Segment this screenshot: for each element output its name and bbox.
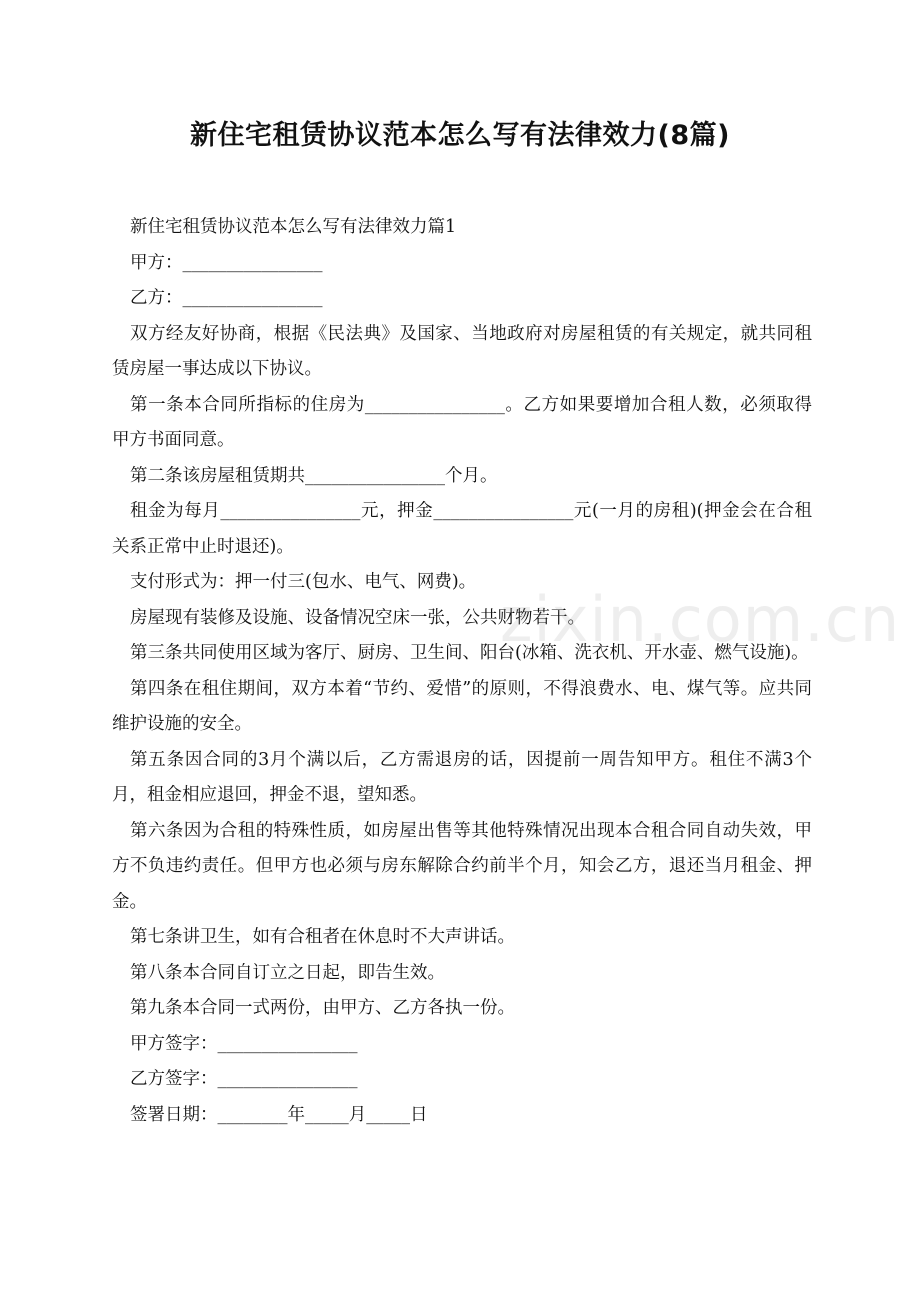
document-body: [112, 210, 812, 1133]
article-7: 第七条讲卫生，如有合租者在休息时不大声讲话。: [130, 927, 515, 947]
article-6: 第六条因为合租的特殊性质，如房屋出售等其他特殊情况出现本合租合同自动失效，甲方不负违约责任。但甲方也必须与房东解除合约前半个月，知会乙方，退还当月租金、押金。: [112, 820, 812, 912]
rent-deposit: 租金为每月________________元，押金________________元(一月的房租)(押金会在合租关系正常中止时退还)。: [112, 501, 812, 557]
party-a-line: 甲方：________________: [130, 252, 323, 273]
facilities: 房屋现有装修及设施、设备情况空床一张，公共财物若干。: [130, 607, 585, 628]
party-b-line: 乙方：________________: [130, 288, 323, 308]
article-4: 第四条在租住期间，双方本着“节约、爱惜”的原则，不得浪费水、电、煤气等。应共同维护设施的安全。: [112, 678, 812, 734]
agreement-intro: 双方经友好协商，根据《民法典》及国家、当地政府对房屋租赁的有关规定，就共同租赁房屋一事达成以下协议。: [112, 323, 812, 379]
party-a-signature: 甲方签字：________________: [130, 1033, 358, 1054]
article-1: 第一条本合同所指标的住房为________________。乙方如果要增加合租人数，必须取得甲方书面同意。: [112, 394, 812, 450]
article-3: 第三条共同使用区域为客厅、厨房、卫生间、阳台(冰箱、洗衣机、开水壶、燃气设施)。: [130, 643, 809, 663]
document-title: 新住宅租赁协议范本怎么写有法律效力(8篇): [190, 120, 730, 151]
party-b-signature: 乙方签字：________________: [130, 1069, 358, 1089]
section-heading: 新住宅租赁协议范本怎么写有法律效力篇1: [130, 217, 457, 237]
article-2: 第二条该房屋租赁期共________________个月。: [130, 465, 498, 486]
article-9: 第九条本合同一式两份，由甲方、乙方各执一份。: [130, 998, 515, 1018]
payment-method: 支付形式为：押一付三(包水、电气、网费)。: [130, 572, 477, 592]
watermark: zixin.com.cn: [500, 583, 901, 656]
article-5: 第五条因合同的3月个满以后，乙方需退房的话，因提前一周告知甲方。租住不满3个月，租金相应退回，押金不退，望知悉。: [112, 749, 812, 805]
article-8: 第八条本合同自订立之日起，即告生效。: [130, 962, 445, 983]
signing-date: 签署日期：________年_____月_____日: [130, 1104, 428, 1125]
